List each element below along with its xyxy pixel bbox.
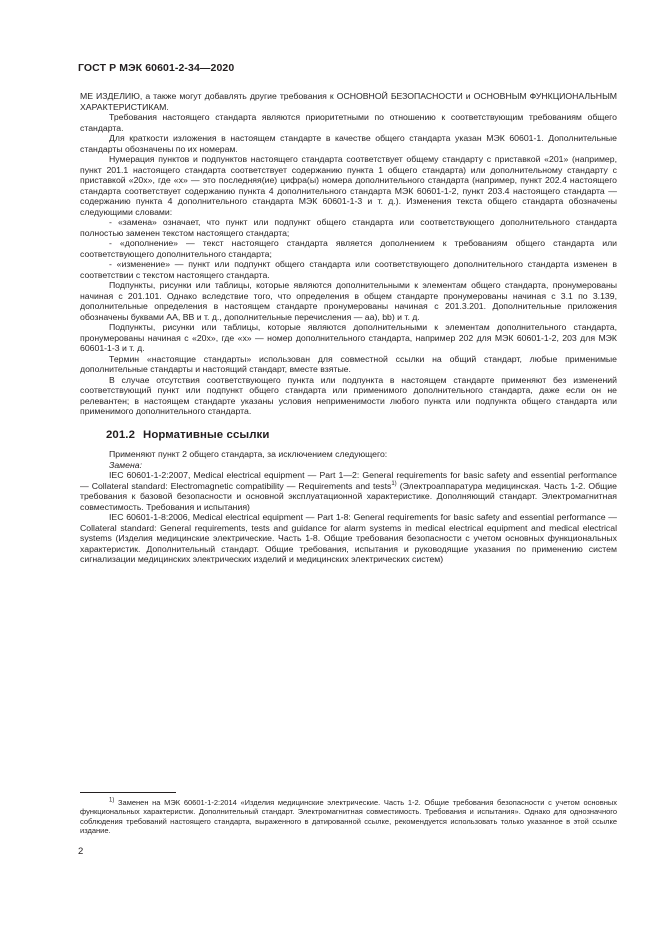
replacement-label: Замена: xyxy=(109,459,142,470)
reference-translation: (Электроаппаратура медицинская. Часть 1-2. Общие требования к базовой безопасности и основной эксплуатационной характеристике. Дополняющий стандарт. Электромагнитная совместимость. Требования и испытания) xyxy=(80,480,617,512)
paragraph: МЕ ИЗДЕЛИЮ, а также могут добавлять другие требования к ОСНОВНОЙ БЕЗОПАСНОСТИ и ОСНОВНЫМ ФУНКЦИОНАЛЬНЫМ ХАРАКТЕРИСТИКАМ. xyxy=(80,91,617,112)
footnote-number: 1) xyxy=(109,797,115,804)
footnote-divider xyxy=(80,792,176,793)
paragraph: Требования настоящего стандарта являются приоритетными по отношению к соответствующим требованиям общего стандарта. xyxy=(80,112,617,133)
page-number: 2 xyxy=(78,846,84,857)
section-title: Нормативные ссылки xyxy=(143,428,270,441)
paragraph: Нумерация пунктов и подпунктов настоящего стандарта соответствует общему стандарту с приставкой «201» (например, пункт 201.1 настоящего стандарта соответствует содержанию пункта 1 общего стандарта) или дополнительному стандарту с приставкой «20х», где «х» — это последняя(ие) цифра(ы) номера дополнительного стандарта (например, пункт 202.4 настоящего стандарта соответствует содержанию пункта 4 дополнительного стандарта МЭК 60601-1-2, пункт 203.4 настоящего стандарта — содержанию пункта 4 дополнительного стандарта МЭК 60601-1-3 и т. д.). Изменения текста общего стандарта обозначены следующими словами: xyxy=(80,154,617,217)
footnote xyxy=(80,798,617,836)
body-text xyxy=(80,91,617,565)
list-item: - «замена» означает, что пункт или подпункт общего стандарта или соответствующего дополнительного стандарта полностью заменен текстом настоящего стандарта; xyxy=(80,217,617,238)
reference-item: IEC 60601-1-8:2006, Medical electrical equipment — Part 1-8: General requirements for basic safety and essential performance — Collateral standard: General requirements, tests and guidance for alarm systems in medical electrical equipment and medical electrical systems (Изделия медицинские электрические. Часть 1-8. Общие требования безопасности с учетом основных функциональных характеристик. Дополнительный стандарт. Общие требования, испытания и руководящие указания по применению систем сигнализации медицинских электрических изделий и медицинских электрических систем) xyxy=(80,512,617,564)
section-heading xyxy=(106,430,617,441)
section-number: 201.2 xyxy=(106,428,136,441)
section-intro: Применяют пункт 2 общего стандарта, за исключением следующего: xyxy=(109,449,388,459)
paragraph: Для краткости изложения в настоящем стандарте в качестве общего стандарта указан МЭК 60601-1. Дополнительные стандарты обозначены по их номерам. xyxy=(80,133,617,154)
list-item: - «изменение» — пункт или подпункт общего стандарта или соответствующего дополнительного стандарта изменен в соответствии с текстом настоящего стандарта. xyxy=(80,259,617,280)
footnote-mark: 1) xyxy=(391,480,397,487)
paragraph: Подпункты, рисунки или таблицы, которые являются дополнительными к элементам дополнительного стандарта, пронумерованы начиная с «20х», где «х» — номер дополнительного стандарта, например 202 для МЭК 60601-1-2, 203 для МЭК 60601-1-3 и т. д. xyxy=(80,322,617,353)
footnote-text: Заменен на МЭК 60601-1-2:2014 «Изделия медицинские электрические. Часть 1-2. Общие требования безопасности с учетом основных функциональных характеристик. Дополнительный стандарт. Электромагнитная совместимость. Требования и испытания». Однако для однозначного соблюдения требований настоящего стандарта, выраженного в датированной ссылке, рекомендуется использовать только указанное в этой ссылке издание. xyxy=(80,798,617,836)
reference-item xyxy=(80,470,617,512)
paragraph: В случае отсутствия соответствующего пункта или подпункта в настоящем стандарте применяют без изменений соответствующий пункт или подпункт общего стандарта или применимого дополнительного стандарта, даже если он не релевантен; в настоящем стандарте указаны условия неприменимости любого пункта или подпункта общего стандарта или применимого дополнительного стандарта. xyxy=(80,374,617,416)
paragraph: Термин «настоящие стандарты» использован для совместной ссылки на общий стандарт, любые применимые дополнительные стандарты и настоящий стандарт, вместе взятые. xyxy=(80,353,617,374)
paragraph: Подпункты, рисунки или таблицы, которые являются дополнительными к элементам общего стандарта, пронумерованы начиная с 201.101. Однако вследствие того, что определения в общем стандарте пронумерованы начиная с 3.1 по 3.139, дополнительные определения в настоящем стандарте пронумерованы начиная с 201.3.201. Дополнительные приложения обозначены буквами АА, ВВ и т. д., дополнительные перечисления — аа), bb) и т. д. xyxy=(80,280,617,322)
reference-text: IEC 60601-1-2:2007, Medical electrical equipment — Part 1—2: General requirements for basic safety and essential performance — Collateral standard: Electromagnetic compatibility — Requirements and tests xyxy=(80,470,617,491)
list-item: - «дополнение» — текст настоящего стандарта является дополнением к требованиям общего стандарта или соответствующего дополнительного стандарта; xyxy=(80,238,617,259)
page-header-title: ГОСТ Р МЭК 60601-2-34—2020 xyxy=(78,62,235,74)
